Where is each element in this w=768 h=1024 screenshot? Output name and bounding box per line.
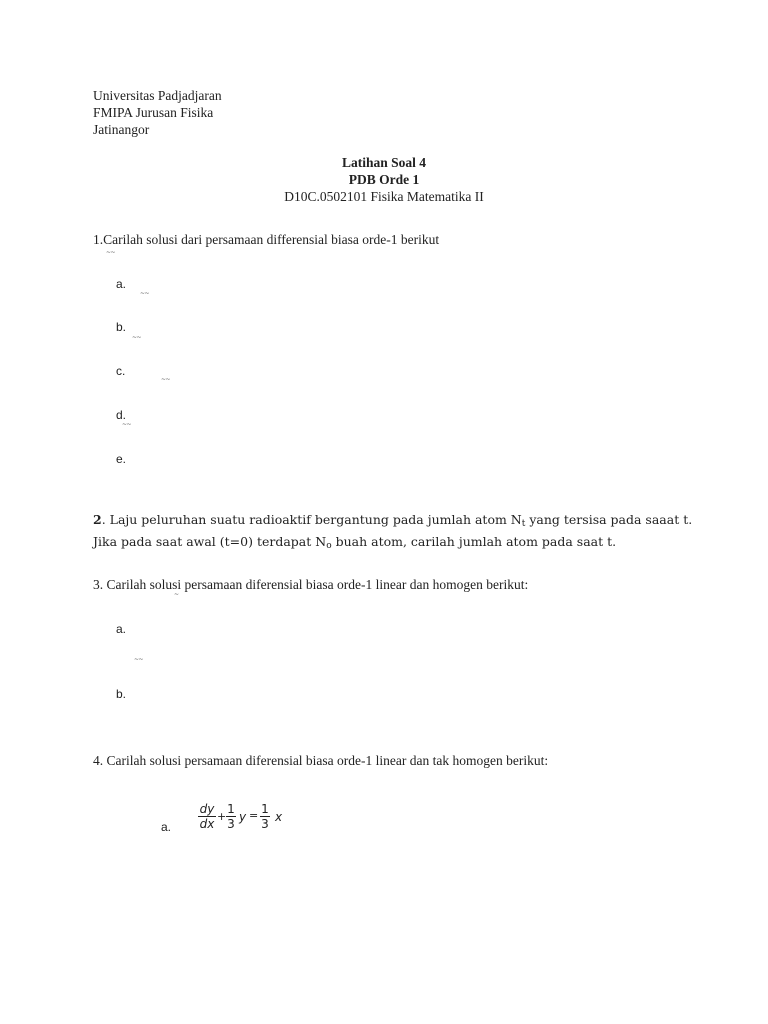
question-2-line-1: 2. Laju peluruhan suatu radioaktif bergantung pada jumlah atom $N_t$ yang tersisa pada saaat t. — [93, 512, 693, 529]
university-name: Universitas Padjadjaran — [93, 88, 222, 103]
q1-item-c-label: c. — [116, 364, 126, 378]
variable-y: y — [239, 810, 247, 824]
equation-artifact: ~~ — [132, 334, 142, 341]
plus-sign: + — [217, 810, 227, 823]
derivative-fraction: $\frac{dy}{dx}$ — [199, 802, 215, 831]
equals-sign: = — [249, 809, 259, 822]
question-1-text: 1.Carilah solusi dari persamaan differensial biasa orde-1 berikut — [93, 232, 440, 247]
equation-artifact: ~~ — [134, 656, 144, 663]
q3-item-a-label: a. — [116, 622, 127, 636]
doc-title: Latihan Soal 4 — [341, 155, 427, 170]
course-code: D10C.0502101 Fisika Matematika II — [284, 189, 484, 204]
q3-item-b-label: b. — [116, 687, 127, 701]
question-3-text: 3. Carilah solusi persamaan diferensial biasa orde-1 linear dan homogen berikut: — [93, 577, 529, 592]
location-name: Jatinangor — [93, 122, 150, 137]
equation-artifact: ~~ — [106, 249, 116, 256]
equation-artifact: ~~ — [161, 376, 171, 383]
variable-x: x — [275, 810, 283, 824]
q1-item-d-label: d. — [116, 408, 127, 422]
equation-artifact: ~ — [174, 591, 179, 598]
doc-subtitle: PDB Orde 1 — [348, 172, 420, 187]
equation-artifact: ~~ — [122, 421, 132, 428]
question-4-text: 4. Carilah solusi persamaan diferensial biasa orde-1 linear dan tak homogen berikut: — [93, 753, 549, 768]
q4-item-a-label: a. — [161, 820, 172, 834]
q1-item-e-label: e. — [116, 452, 127, 466]
faculty-name: FMIPA Jurusan Fisika — [93, 105, 214, 120]
coefficient-fraction-1: $\frac{1}{3}$ — [227, 802, 235, 831]
q1-item-a-label: a. — [116, 277, 127, 291]
question-2-line-2: Jika pada saat awal (t=0) terdapat $N_o$ buah atom, carilah jumlah atom pada saat t. — [93, 534, 617, 551]
equation-artifact: ~~ — [140, 290, 150, 297]
coefficient-fraction-2: $\frac{1}{3}$ — [261, 802, 269, 831]
q1-item-b-label: b. — [116, 320, 127, 334]
question-2-number: 2 — [93, 512, 102, 527]
